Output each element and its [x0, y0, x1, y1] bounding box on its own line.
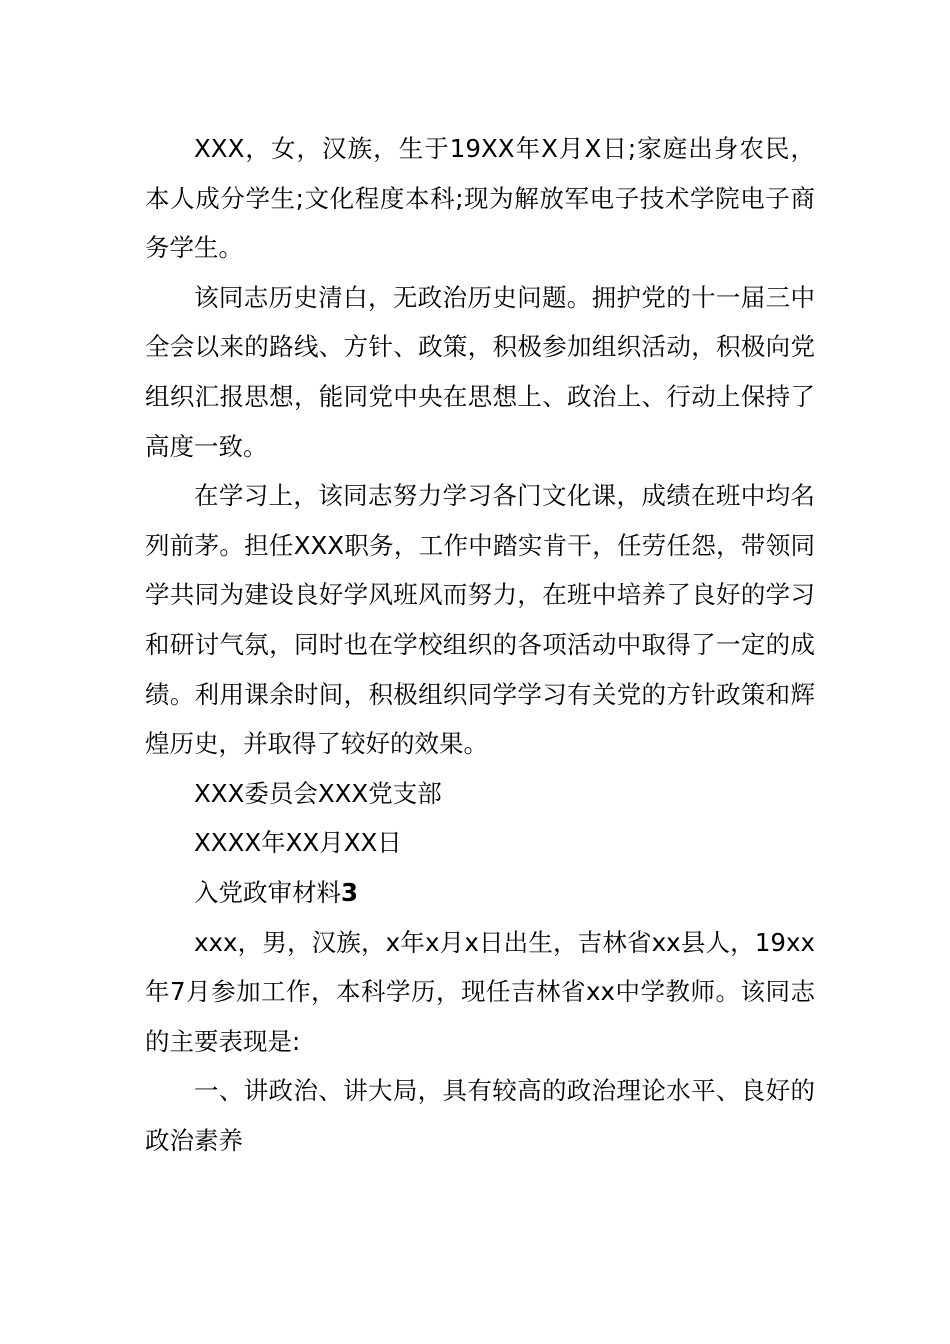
section-title: 入党政审材料 — [194, 877, 341, 907]
section-number: 3 — [341, 877, 359, 907]
paragraph-personal-info: XXX，女，汉族，生于19XX年X月X日;家庭出身农民，本人成分学生;文化程度本科;现为解放军电子技术学院电子商务学生。 — [145, 134, 815, 263]
paragraph-study-performance: 在学习上，该同志努力学习各门文化课，成绩在班中均名列前茅。担任XXX职务，工作中踏实肯干，任劳任怨，带领同学共同为建设良好学风班风而努力，在班中培养了良好的学习和研讨气氛，同时也在学校组织的各项活动中取得了一定的成绩。利用课余时间，积极组织同学学习有关党的方针政策和辉煌历史，并取得了较好的效果。 — [145, 481, 815, 759]
signature-date: XXXX年XX月XX日 — [194, 828, 402, 858]
paragraph-point-one: 一、讲政治、讲大局，具有较高的政治理论水平、良好的政治素养 — [145, 1076, 815, 1155]
section-heading — [145, 868, 815, 918]
paragraph-second-person-info: xxx，男，汉族，x年x月x日出生，吉林省xx县人，19xx年7月参加工作，本科学历，现任吉林省xx中学教师。该同志的主要表现是: — [145, 927, 815, 1056]
signature-organization: XXX委员会XXX党支部 — [194, 778, 442, 808]
document-body — [145, 124, 815, 1165]
paragraph-political-history: 该同志历史清白，无政治历史问题。拥护党的十一届三中全会以来的路线、方针、政策，积极参加组织活动，积极向党组织汇报思想，能同党中央在思想上、政治上、行动上保持了高度一致。 — [145, 282, 815, 461]
